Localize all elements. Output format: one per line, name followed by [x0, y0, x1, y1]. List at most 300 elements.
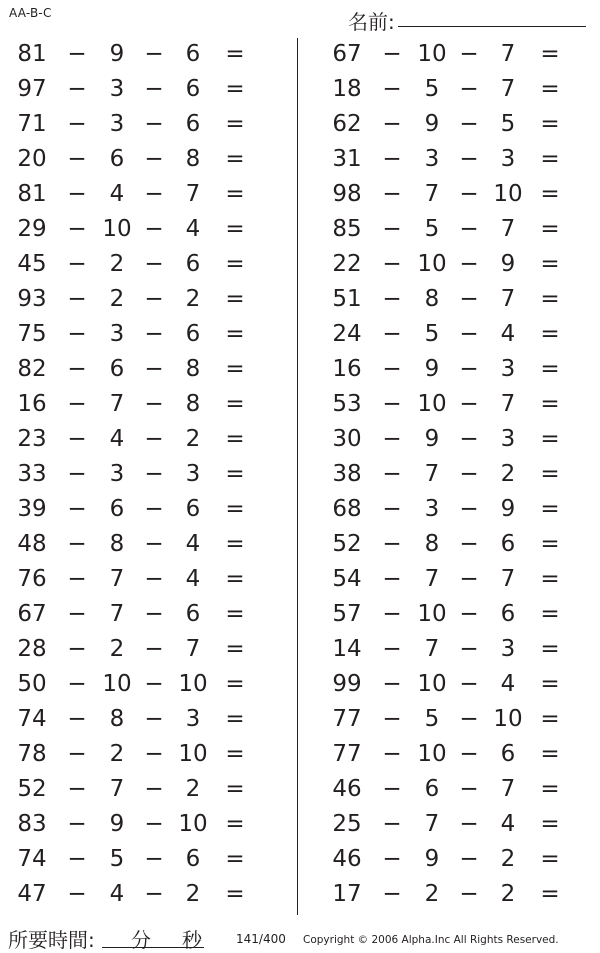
problem-row	[315, 143, 600, 178]
minus-sign: −	[459, 811, 479, 837]
minus-sign: −	[382, 601, 402, 627]
minus-sign: −	[144, 846, 164, 872]
minus-sign: −	[67, 706, 87, 732]
subtrahend-2: 8	[185, 146, 201, 172]
minus-sign: −	[144, 566, 164, 592]
equals-sign: =	[540, 776, 560, 802]
subtrahend-1: 7	[424, 566, 440, 592]
problem-row	[315, 493, 600, 528]
minus-sign: −	[144, 706, 164, 732]
minus-sign: −	[67, 76, 87, 102]
problem-row	[0, 423, 285, 458]
problem-row	[0, 38, 285, 73]
minuend: 39	[17, 496, 47, 522]
minus-sign: −	[67, 321, 87, 347]
minuend: 17	[332, 881, 362, 907]
minuend: 81	[17, 41, 47, 67]
subtrahend-1: 10	[417, 601, 447, 627]
subtrahend-2: 10	[178, 811, 208, 837]
minus-sign: −	[459, 496, 479, 522]
minuend: 81	[17, 181, 47, 207]
minuend: 54	[332, 566, 362, 592]
minus-sign: −	[67, 881, 87, 907]
problem-row	[0, 143, 285, 178]
subtrahend-2: 4	[500, 811, 516, 837]
equals-sign: =	[540, 111, 560, 137]
subtrahend-2: 6	[185, 601, 201, 627]
minus-sign: −	[459, 321, 479, 347]
minus-sign: −	[67, 776, 87, 802]
subtrahend-1: 6	[424, 776, 440, 802]
minus-sign: −	[459, 426, 479, 452]
equals-sign: =	[225, 426, 245, 452]
minuend: 31	[332, 146, 362, 172]
minuend: 53	[332, 391, 362, 417]
subtrahend-1: 3	[109, 76, 125, 102]
minuend: 20	[17, 146, 47, 172]
minus-sign: −	[382, 356, 402, 382]
minuend: 76	[17, 566, 47, 592]
page-number: 141/400	[236, 932, 286, 946]
minus-sign: −	[144, 531, 164, 557]
subtrahend-2: 4	[500, 671, 516, 697]
problem-row	[315, 668, 600, 703]
equals-sign: =	[540, 601, 560, 627]
subtrahend-2: 3	[500, 426, 516, 452]
worksheet-code: AA-B-C	[9, 6, 52, 20]
minus-sign: −	[67, 41, 87, 67]
minus-sign: −	[382, 391, 402, 417]
minuend: 77	[332, 741, 362, 767]
minus-sign: −	[144, 251, 164, 277]
problem-row	[0, 493, 285, 528]
minuend: 71	[17, 111, 47, 137]
equals-sign: =	[540, 286, 560, 312]
minuend: 50	[17, 671, 47, 697]
minuend: 97	[17, 76, 47, 102]
subtrahend-2: 2	[185, 286, 201, 312]
problem-column-left	[0, 38, 285, 913]
subtrahend-2: 4	[185, 566, 201, 592]
subtrahend-2: 2	[185, 426, 201, 452]
subtrahend-2: 2	[500, 881, 516, 907]
minus-sign: −	[382, 636, 402, 662]
minus-sign: −	[382, 181, 402, 207]
equals-sign: =	[225, 776, 245, 802]
problem-row	[315, 738, 600, 773]
minuend: 46	[332, 846, 362, 872]
equals-sign: =	[540, 216, 560, 242]
subtrahend-2: 4	[185, 531, 201, 557]
minuend: 77	[332, 706, 362, 732]
minuend: 62	[332, 111, 362, 137]
subtrahend-1: 7	[109, 601, 125, 627]
subtrahend-2: 7	[500, 76, 516, 102]
problem-row	[0, 73, 285, 108]
minuend: 46	[332, 776, 362, 802]
name-label: 名前:	[348, 10, 395, 34]
problem-row	[315, 423, 600, 458]
subtrahend-1: 10	[417, 391, 447, 417]
minus-sign: −	[144, 216, 164, 242]
minus-sign: −	[459, 566, 479, 592]
subtrahend-2: 4	[500, 321, 516, 347]
equals-sign: =	[225, 881, 245, 907]
minuend: 14	[332, 636, 362, 662]
minus-sign: −	[67, 566, 87, 592]
problem-row	[0, 213, 285, 248]
problem-column-right	[315, 38, 600, 913]
minus-sign: −	[144, 601, 164, 627]
problem-row	[0, 178, 285, 213]
subtrahend-1: 10	[417, 41, 447, 67]
minus-sign: −	[382, 881, 402, 907]
minuend: 51	[332, 286, 362, 312]
time-label: 所要時間:	[8, 928, 95, 952]
problem-row	[315, 213, 600, 248]
minuend: 47	[17, 881, 47, 907]
subtrahend-2: 6	[185, 846, 201, 872]
subtrahend-2: 7	[500, 391, 516, 417]
minuend: 78	[17, 741, 47, 767]
subtrahend-2: 7	[185, 636, 201, 662]
minuend: 83	[17, 811, 47, 837]
minus-sign: −	[144, 671, 164, 697]
subtrahend-2: 6	[500, 741, 516, 767]
problem-row	[0, 843, 285, 878]
equals-sign: =	[225, 671, 245, 697]
minus-sign: −	[67, 531, 87, 557]
minus-sign: −	[144, 286, 164, 312]
subtrahend-1: 2	[109, 741, 125, 767]
minus-sign: −	[382, 41, 402, 67]
minus-sign: −	[67, 216, 87, 242]
equals-sign: =	[540, 181, 560, 207]
minus-sign: −	[459, 741, 479, 767]
problem-row	[315, 388, 600, 423]
problem-row	[0, 598, 285, 633]
subtrahend-1: 4	[109, 881, 125, 907]
minuend: 67	[17, 601, 47, 627]
equals-sign: =	[540, 706, 560, 732]
equals-sign: =	[540, 461, 560, 487]
subtrahend-1: 5	[424, 216, 440, 242]
minuend: 98	[332, 181, 362, 207]
minuend: 18	[332, 76, 362, 102]
subtrahend-2: 7	[500, 776, 516, 802]
subtrahend-1: 8	[424, 531, 440, 557]
minus-sign: −	[459, 41, 479, 67]
minus-sign: −	[144, 76, 164, 102]
equals-sign: =	[540, 566, 560, 592]
equals-sign: =	[540, 251, 560, 277]
problem-row	[0, 668, 285, 703]
subtrahend-2: 2	[185, 881, 201, 907]
minus-sign: −	[144, 881, 164, 907]
problem-row	[315, 178, 600, 213]
minus-sign: −	[144, 636, 164, 662]
minus-sign: −	[459, 286, 479, 312]
minus-sign: −	[67, 461, 87, 487]
equals-sign: =	[540, 146, 560, 172]
minus-sign: −	[67, 741, 87, 767]
problem-row	[0, 878, 285, 913]
subtrahend-1: 3	[109, 321, 125, 347]
minus-sign: −	[382, 531, 402, 557]
subtrahend-1: 6	[109, 496, 125, 522]
minus-sign: −	[67, 601, 87, 627]
minus-sign: −	[459, 146, 479, 172]
equals-sign: =	[225, 41, 245, 67]
problem-row	[315, 598, 600, 633]
subtrahend-1: 4	[109, 181, 125, 207]
name-field-line[interactable]	[398, 26, 586, 27]
subtrahend-1: 5	[424, 76, 440, 102]
subtrahend-2: 6	[185, 321, 201, 347]
minus-sign: −	[459, 251, 479, 277]
minus-sign: −	[382, 741, 402, 767]
minus-sign: −	[144, 391, 164, 417]
minus-sign: −	[382, 426, 402, 452]
problem-row	[315, 108, 600, 143]
problem-row	[0, 283, 285, 318]
problem-row	[0, 528, 285, 563]
minuend: 23	[17, 426, 47, 452]
subtrahend-2: 4	[185, 216, 201, 242]
equals-sign: =	[225, 846, 245, 872]
minus-sign: −	[459, 671, 479, 697]
minus-sign: −	[459, 216, 479, 242]
subtrahend-2: 7	[185, 181, 201, 207]
subtrahend-1: 10	[417, 741, 447, 767]
minus-sign: −	[382, 811, 402, 837]
subtrahend-1: 2	[109, 286, 125, 312]
problem-row	[0, 248, 285, 283]
minus-sign: −	[67, 251, 87, 277]
subtrahend-1: 2	[109, 251, 125, 277]
problem-row	[315, 458, 600, 493]
minus-sign: −	[382, 286, 402, 312]
problem-row	[315, 353, 600, 388]
subtrahend-2: 8	[185, 356, 201, 382]
minus-sign: −	[144, 496, 164, 522]
minuend: 45	[17, 251, 47, 277]
minus-sign: −	[144, 741, 164, 767]
minuend: 16	[332, 356, 362, 382]
minus-sign: −	[382, 216, 402, 242]
equals-sign: =	[225, 566, 245, 592]
minus-sign: −	[382, 566, 402, 592]
minus-sign: −	[459, 881, 479, 907]
equals-sign: =	[540, 741, 560, 767]
minus-sign: −	[67, 636, 87, 662]
equals-sign: =	[540, 496, 560, 522]
subtrahend-2: 10	[493, 181, 523, 207]
subtrahend-1: 2	[424, 881, 440, 907]
subtrahend-1: 8	[109, 531, 125, 557]
subtrahend-1: 6	[109, 356, 125, 382]
subtrahend-1: 8	[109, 706, 125, 732]
equals-sign: =	[540, 391, 560, 417]
copyright-notice: Copyright © 2006 Alpha.Inc All Rights Reserved.	[303, 934, 559, 946]
problem-row	[315, 633, 600, 668]
problem-row	[0, 388, 285, 423]
subtrahend-2: 3	[185, 706, 201, 732]
subtrahend-1: 10	[417, 251, 447, 277]
subtrahend-2: 6	[185, 76, 201, 102]
minus-sign: −	[382, 111, 402, 137]
equals-sign: =	[225, 251, 245, 277]
problem-row	[315, 73, 600, 108]
minuend: 85	[332, 216, 362, 242]
problem-row	[0, 738, 285, 773]
minus-sign: −	[67, 391, 87, 417]
minus-sign: −	[382, 671, 402, 697]
minus-sign: −	[459, 461, 479, 487]
equals-sign: =	[540, 76, 560, 102]
equals-sign: =	[225, 146, 245, 172]
subtrahend-1: 5	[109, 846, 125, 872]
minuend: 28	[17, 636, 47, 662]
minus-sign: −	[459, 706, 479, 732]
minus-sign: −	[459, 111, 479, 137]
subtrahend-1: 9	[424, 111, 440, 137]
subtrahend-1: 5	[424, 706, 440, 732]
equals-sign: =	[225, 181, 245, 207]
problem-row	[0, 353, 285, 388]
equals-sign: =	[225, 531, 245, 557]
subtrahend-2: 7	[500, 286, 516, 312]
subtrahend-2: 10	[493, 706, 523, 732]
subtrahend-2: 3	[500, 356, 516, 382]
minus-sign: −	[67, 811, 87, 837]
subtrahend-2: 6	[185, 41, 201, 67]
minus-sign: −	[67, 181, 87, 207]
equals-sign: =	[225, 111, 245, 137]
problem-row	[315, 318, 600, 353]
subtrahend-1: 7	[424, 461, 440, 487]
minus-sign: −	[67, 846, 87, 872]
minus-sign: −	[459, 636, 479, 662]
subtrahend-2: 7	[500, 566, 516, 592]
minus-sign: −	[382, 76, 402, 102]
equals-sign: =	[225, 811, 245, 837]
minus-sign: −	[144, 426, 164, 452]
minus-sign: −	[144, 41, 164, 67]
minus-sign: −	[144, 776, 164, 802]
problem-row	[0, 808, 285, 843]
seconds-label: 秒	[182, 928, 202, 952]
subtrahend-1: 7	[109, 566, 125, 592]
minuend: 74	[17, 846, 47, 872]
subtrahend-1: 2	[109, 636, 125, 662]
problem-row	[315, 773, 600, 808]
minuend: 25	[332, 811, 362, 837]
subtrahend-1: 7	[424, 811, 440, 837]
minus-sign: −	[67, 146, 87, 172]
subtrahend-2: 10	[178, 671, 208, 697]
minuend: 33	[17, 461, 47, 487]
subtrahend-1: 7	[109, 391, 125, 417]
minus-sign: −	[144, 181, 164, 207]
minuend: 24	[332, 321, 362, 347]
subtrahend-2: 7	[500, 41, 516, 67]
equals-sign: =	[225, 741, 245, 767]
minus-sign: −	[67, 356, 87, 382]
minus-sign: −	[382, 496, 402, 522]
subtrahend-1: 8	[424, 286, 440, 312]
subtrahend-2: 2	[185, 776, 201, 802]
minuend: 52	[17, 776, 47, 802]
minuend: 93	[17, 286, 47, 312]
column-divider	[297, 38, 298, 915]
equals-sign: =	[225, 356, 245, 382]
subtrahend-1: 9	[424, 356, 440, 382]
minus-sign: −	[382, 846, 402, 872]
minuend: 67	[332, 41, 362, 67]
subtrahend-1: 7	[424, 181, 440, 207]
minus-sign: −	[144, 811, 164, 837]
minus-sign: −	[459, 601, 479, 627]
subtrahend-1: 10	[102, 216, 132, 242]
subtrahend-1: 6	[109, 146, 125, 172]
subtrahend-1: 9	[424, 426, 440, 452]
minuend: 52	[332, 531, 362, 557]
subtrahend-2: 6	[500, 601, 516, 627]
equals-sign: =	[225, 321, 245, 347]
subtrahend-1: 5	[424, 321, 440, 347]
equals-sign: =	[540, 846, 560, 872]
minus-sign: −	[459, 181, 479, 207]
minus-sign: −	[382, 321, 402, 347]
subtrahend-2: 3	[500, 146, 516, 172]
subtrahend-2: 6	[185, 496, 201, 522]
minus-sign: −	[67, 671, 87, 697]
minus-sign: −	[382, 776, 402, 802]
minutes-label: 分	[131, 928, 151, 952]
minus-sign: −	[144, 356, 164, 382]
problem-row	[315, 283, 600, 318]
subtrahend-1: 7	[109, 776, 125, 802]
minuend: 16	[17, 391, 47, 417]
minuend: 38	[332, 461, 362, 487]
minuend: 48	[17, 531, 47, 557]
equals-sign: =	[225, 461, 245, 487]
equals-sign: =	[225, 216, 245, 242]
minus-sign: −	[459, 356, 479, 382]
problem-row	[315, 808, 600, 843]
subtrahend-1: 3	[109, 111, 125, 137]
equals-sign: =	[540, 636, 560, 662]
problem-row	[0, 773, 285, 808]
problem-row	[0, 563, 285, 598]
subtrahend-2: 9	[500, 251, 516, 277]
minuend: 68	[332, 496, 362, 522]
minus-sign: −	[144, 461, 164, 487]
equals-sign: =	[225, 706, 245, 732]
subtrahend-2: 6	[185, 251, 201, 277]
problem-row	[0, 633, 285, 668]
equals-sign: =	[225, 601, 245, 627]
minuend: 82	[17, 356, 47, 382]
problem-row	[0, 318, 285, 353]
problem-row	[315, 248, 600, 283]
equals-sign: =	[540, 41, 560, 67]
subtrahend-2: 3	[185, 461, 201, 487]
subtrahend-2: 2	[500, 461, 516, 487]
problem-row	[315, 703, 600, 738]
equals-sign: =	[540, 811, 560, 837]
